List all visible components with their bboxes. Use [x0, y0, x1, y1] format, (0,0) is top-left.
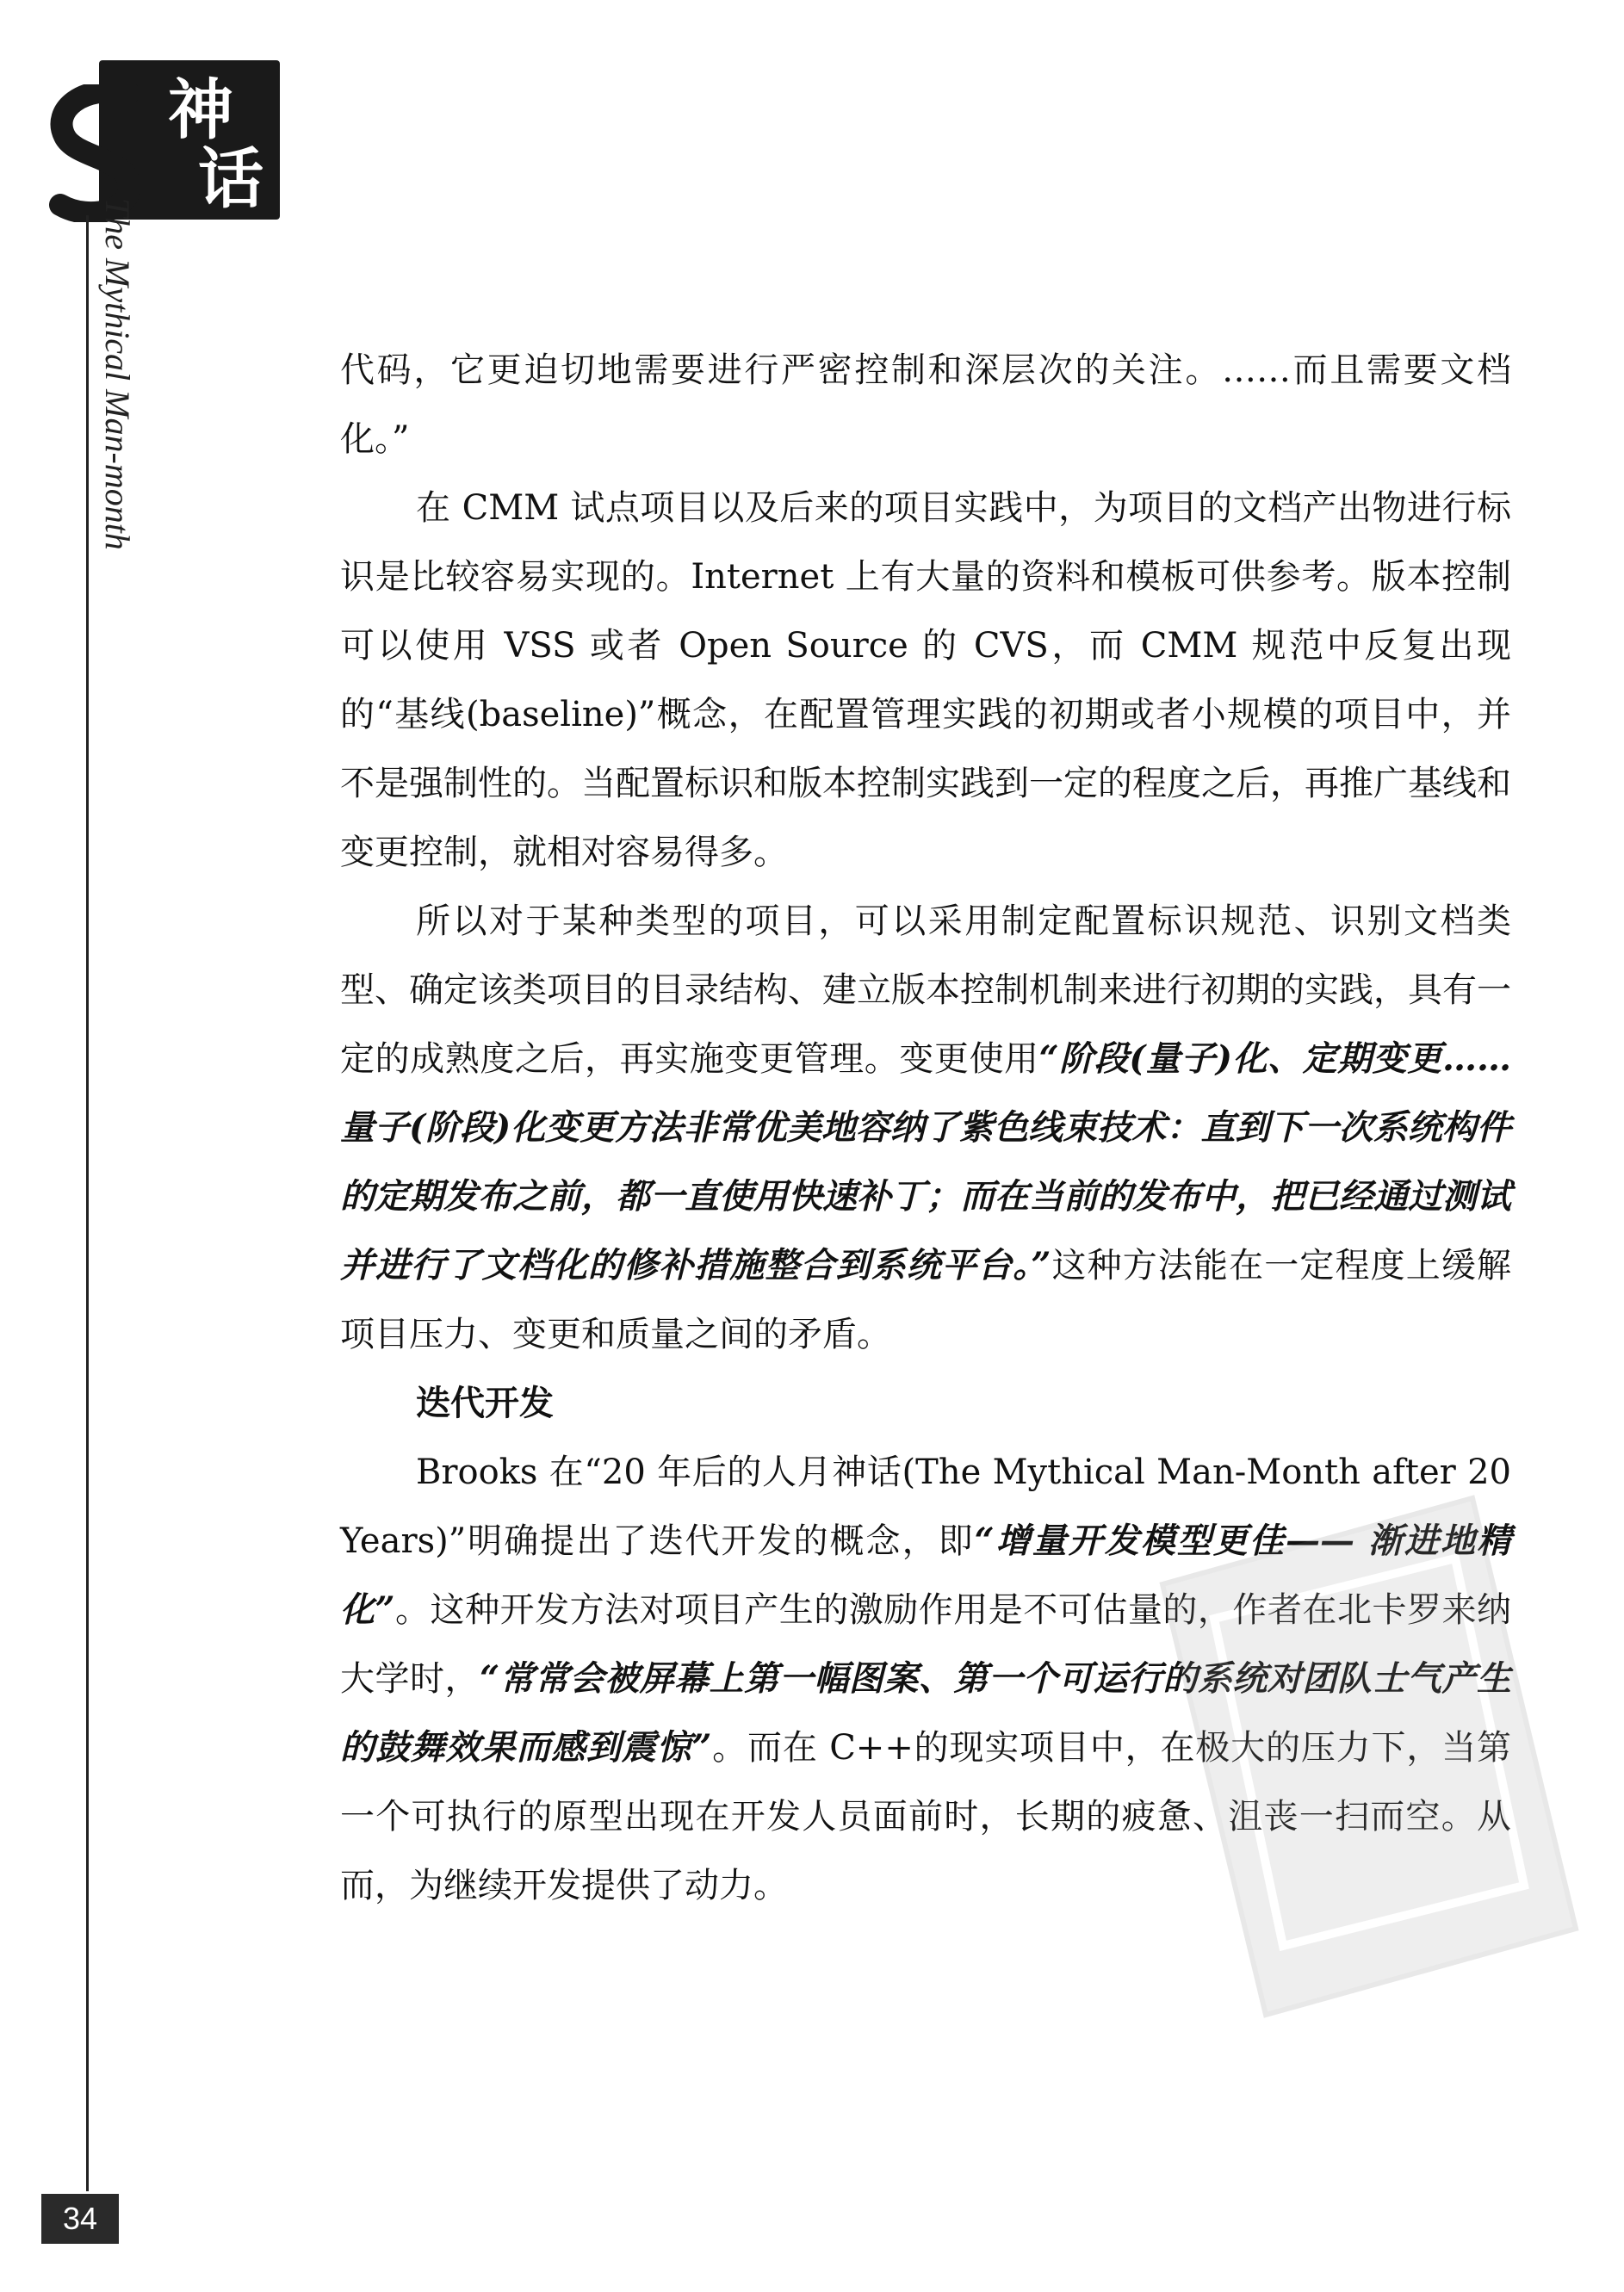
paragraph-2: 在 CMM 试点项目以及后来的项目实践中，为项目的文档产出物进行标识是比较容易实现的。Internet 上有大量的资料和模板可供参考。版本控制可以使用 VSS 或者 Open Source 的 CVS，而 CMM 规范中反复出现的“基线(baseline)”概念，在配置管理实践的初期或者小规模的项目中，并不是强制性的。当配置标识和版本控制实践到一定的程度之后，再推广基线和变更控制，就相对容易得多。 [340, 488, 1511, 872]
paragraph-4-quote-1: “增量开发模型更佳—— 渐进地精化” [340, 1521, 1511, 1630]
paragraph-3 [340, 887, 1511, 1369]
paragraph-4-start: Brooks 在“20 年后的人月神话(The Mythical Man-Month after 20 Years)”明确提出了迭代开发的概念，即 [340, 1453, 1511, 1561]
spine-title [96, 198, 148, 585]
logo-char-hua: 话 [198, 140, 263, 217]
paragraph-4-end: 。而在 C++的现实项目中，在极大的压力下，当第一个可执行的原型出现在开发人员面前时，长期的疲惫、沮丧一扫而空。从而，为继续开发提供了动力。 [340, 1728, 1511, 1905]
spine-divider [86, 215, 89, 2191]
paragraph-4 [340, 1438, 1511, 1920]
paragraph-4-quote-2: “常常会被屏幕上第一幅图案、第一个可运行的系统对团队士气产生的鼓舞效果而感到震惊” [340, 1658, 1511, 1768]
paragraph-3-start: 所以对于某种类型的项目，可以采用制定配置标识规范、识别文档类型、确定该类项目的目录结构、建立版本控制机制来进行初期的实践，具有一定的成熟度之后，再实施变更管理。变更使用 [340, 901, 1511, 1079]
page-body [340, 336, 1511, 1920]
paragraph-3-quote: “阶段(量子)化、定期变更……量子(阶段)化变更方法非常优美地容纳了紫色线束技术：直到下一次系统构件的定期发布之前，都一直使用快速补丁；而在当前的发布中，把已经通过测试并进行了文档化的修补措施整合到系统平台。” [340, 1038, 1512, 1285]
section-heading: 迭代开发 [416, 1384, 554, 1423]
paragraph-1: 代码，它更迫切地需要进行严密控制和深层次的关注。……而且需要文档化。” [340, 350, 1511, 459]
spine-title-text: The Mythical Man-month [98, 198, 137, 550]
page-number: 34 [41, 2194, 119, 2244]
logo-char-shen: 神 [168, 71, 233, 148]
paragraph-4-mid: 。这种开发方法对项目产生的激励作用是不可估量的，作者在北卡罗来纳大学时， [340, 1590, 1511, 1699]
paragraph-3-end: 这种方法能在一定程度上缓解项目压力、变更和质量之间的矛盾。 [340, 1246, 1511, 1354]
book-logo [47, 60, 263, 220]
